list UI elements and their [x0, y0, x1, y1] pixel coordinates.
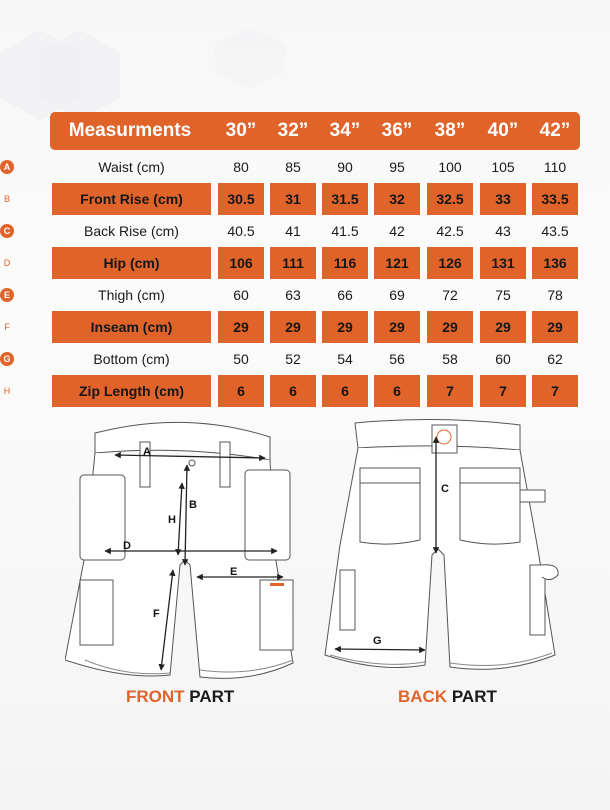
measurement-label: Waist (cm) — [98, 159, 165, 175]
size-header: 36” — [381, 120, 413, 141]
measurement-value-cell: 31.5 — [322, 183, 368, 215]
measurement-value-cell: 7 — [532, 375, 578, 407]
measurement-letter-badge: G — [0, 352, 14, 366]
measurement-value-cell: 29 — [374, 311, 420, 343]
measurement-label: Bottom (cm) — [93, 351, 170, 367]
measurement-letter-badge: F — [4, 322, 10, 332]
measurement-value-cell: 90 — [337, 159, 353, 175]
measurement-letter-badge: E — [0, 288, 14, 302]
measurement-value-cell: 29 — [322, 311, 368, 343]
measurement-value-cell: 50 — [233, 351, 249, 367]
measurement-value-cell: 32.5 — [427, 183, 473, 215]
measurement-value-cell: 80 — [233, 159, 249, 175]
marker-a: A — [143, 446, 151, 458]
measurement-value-cell: 116 — [322, 247, 368, 279]
measurement-value-cell: 32 — [374, 183, 420, 215]
table-row — [0, 375, 610, 407]
measurement-value-cell: 41 — [285, 223, 301, 239]
back-shorts-diagram — [320, 415, 570, 685]
measurement-value-cell: 29 — [218, 311, 264, 343]
measurement-value-cell: 41.5 — [331, 223, 359, 239]
measurement-value-cell: 75 — [495, 287, 511, 303]
measurement-letter-badge: C — [0, 224, 14, 238]
measurement-value-cell: 29 — [427, 311, 473, 343]
size-chart-header — [50, 112, 580, 150]
measurement-value-cell: 105 — [491, 159, 515, 175]
measurement-value-cell: 106 — [218, 247, 264, 279]
size-header: 30” — [225, 120, 257, 141]
measurement-value-cell: 78 — [547, 287, 563, 303]
measurement-value-cell: 131 — [480, 247, 526, 279]
measurement-value-cell: 110 — [543, 159, 567, 175]
marker-g: G — [373, 635, 382, 647]
measurement-value-cell: 85 — [285, 159, 301, 175]
measurement-value-cell: 60 — [233, 287, 249, 303]
table-row — [0, 151, 610, 183]
measurement-label: Hip (cm) — [52, 247, 211, 279]
measurement-value-cell: 43 — [495, 223, 511, 239]
measurements-heading: Measurments — [68, 120, 192, 141]
table-row — [0, 215, 610, 247]
measurement-value-cell: 52 — [285, 351, 301, 367]
measurement-letter-badge: A — [0, 160, 14, 174]
marker-c: C — [441, 483, 449, 495]
measurement-value-cell: 42 — [389, 223, 405, 239]
front-part-caption: FRONT PART — [126, 687, 235, 706]
marker-b: B — [189, 499, 197, 511]
measurement-value-cell: 29 — [270, 311, 316, 343]
measurement-value-cell: 56 — [389, 351, 405, 367]
table-row — [0, 183, 610, 215]
measurement-value-cell: 66 — [337, 287, 353, 303]
measurement-value-cell: 62 — [547, 351, 563, 367]
measurement-label: Inseam (cm) — [52, 311, 211, 343]
measurement-value-cell: 6 — [218, 375, 264, 407]
measurement-letter-badge: B — [3, 194, 10, 204]
table-row — [0, 343, 610, 375]
measurement-label: Front Rise (cm) — [52, 183, 211, 215]
table-row — [0, 311, 610, 343]
marker-f: F — [153, 608, 160, 620]
background-hexagon — [215, 28, 285, 88]
measurement-value-cell: 100 — [438, 159, 462, 175]
measurement-value-cell: 72 — [442, 287, 458, 303]
measurement-value-cell: 42.5 — [436, 223, 464, 239]
back-part-caption: BACK PART — [398, 687, 497, 706]
measurement-value-cell: 60 — [495, 351, 511, 367]
measurement-value-cell: 30.5 — [218, 183, 264, 215]
measurement-value-cell: 6 — [270, 375, 316, 407]
measurement-value-cell: 33 — [480, 183, 526, 215]
measurement-value-cell: 6 — [322, 375, 368, 407]
measurement-value-cell: 136 — [532, 247, 578, 279]
measurement-label: Back Rise (cm) — [84, 223, 179, 239]
measurement-letter-badge: D — [3, 258, 11, 268]
front-shorts-diagram — [65, 415, 310, 685]
measurement-value-cell: 126 — [427, 247, 473, 279]
measurement-value-cell: 95 — [389, 159, 405, 175]
measurement-value-cell: 58 — [442, 351, 458, 367]
measurement-value-cell: 31 — [270, 183, 316, 215]
marker-h: H — [168, 514, 176, 526]
measurement-value-cell: 63 — [285, 287, 301, 303]
measurement-value-cell: 54 — [337, 351, 353, 367]
measurement-value-cell: 33.5 — [532, 183, 578, 215]
measurement-label: Thigh (cm) — [98, 287, 165, 303]
size-header: 40” — [487, 120, 519, 141]
measurement-value-cell: 111 — [270, 247, 316, 279]
measurement-value-cell: 43.5 — [541, 223, 569, 239]
size-header: 32” — [277, 120, 309, 141]
size-header: 34” — [329, 120, 361, 141]
measurement-value-cell: 29 — [532, 311, 578, 343]
table-row — [0, 279, 610, 311]
measurement-value-cell: 40.5 — [227, 223, 255, 239]
measurement-value-cell: 7 — [480, 375, 526, 407]
measurement-value-cell: 29 — [480, 311, 526, 343]
size-header: 38” — [434, 120, 466, 141]
measurement-value-cell: 6 — [374, 375, 420, 407]
measurement-value-cell: 69 — [389, 287, 405, 303]
measurement-label: Zip Length (cm) — [52, 375, 211, 407]
measurement-letter-badge: H — [3, 386, 11, 396]
marker-e: E — [230, 566, 238, 578]
marker-d: D — [123, 540, 131, 552]
measurement-value-cell: 7 — [427, 375, 473, 407]
measurement-value-cell: 121 — [374, 247, 420, 279]
size-header: 42” — [539, 120, 571, 141]
table-row — [0, 247, 610, 279]
